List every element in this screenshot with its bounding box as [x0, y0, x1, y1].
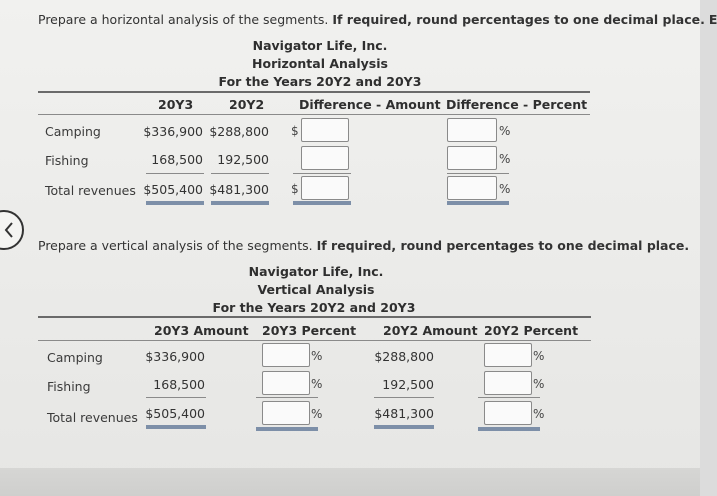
- fishing-20y2-percent-input[interactable]: [484, 371, 532, 395]
- total-difference-percent-input[interactable]: [447, 176, 497, 200]
- vertical-row-label: Fishing: [47, 379, 91, 394]
- percent-symbol: %: [311, 349, 323, 363]
- horizontal-fishing-20y2: 192,500: [217, 152, 269, 167]
- horizontal-col-20y2: 20Y2: [229, 97, 265, 112]
- total-double-rule-20y2: [211, 201, 269, 205]
- horizontal-col-diff-percent: Difference - Percent: [446, 97, 588, 112]
- camping-20y2-percent-input[interactable]: [484, 343, 532, 367]
- vertical-instruction-bold: If required, round percentages to one decimal place.: [316, 238, 690, 253]
- subtotal-rule-diff-percent: [447, 173, 509, 174]
- horizontal-row-label: Fishing: [45, 153, 89, 168]
- vertical-period: For the Years 20Y2 and 20Y3: [212, 300, 416, 315]
- horizontal-total-20y2: $481,300: [209, 182, 269, 197]
- percent-symbol: %: [533, 349, 545, 363]
- horizontal-total-20y3: $505,400: [143, 182, 203, 197]
- horizontal-instruction: [38, 12, 717, 27]
- subtotal-rule-20y2-amount: [374, 397, 434, 398]
- vertical-camping-20y3: $336,900: [145, 349, 205, 364]
- vertical-camping-20y2: $288,800: [374, 349, 434, 364]
- horizontal-fishing-20y3: 168,500: [151, 152, 203, 167]
- subtotal-rule-diff-amount: [293, 173, 351, 174]
- horizontal-instruction-bold: If required, round percentages to one decimal place.: [332, 12, 705, 27]
- vertical-title: Vertical Analysis: [257, 282, 375, 297]
- vertical-instruction: [38, 238, 689, 253]
- vertical-total-20y2: $481,300: [374, 406, 434, 421]
- fishing-difference-amount-input[interactable]: [301, 146, 349, 170]
- horizontal-col-20y3: 20Y3: [158, 97, 194, 112]
- percent-symbol: %: [533, 377, 545, 391]
- vertical-col-20y2-amount: 20Y2 Amount: [383, 323, 478, 338]
- currency-symbol: $: [291, 182, 299, 196]
- chevron-left-icon: [4, 222, 14, 238]
- camping-difference-percent-input[interactable]: [447, 118, 497, 142]
- subtotal-rule-20y3: [146, 173, 204, 174]
- horizontal-period: For the Years 20Y2 and 20Y3: [218, 74, 422, 89]
- horizontal-row-label: Total revenues: [45, 183, 136, 198]
- vertical-row-label: Camping: [47, 350, 103, 365]
- total-difference-amount-input[interactable]: [301, 176, 349, 200]
- percent-symbol: %: [533, 407, 545, 421]
- vertical-fishing-20y2: 192,500: [382, 377, 434, 392]
- vertical-company: Navigator Life, Inc.: [248, 264, 384, 279]
- horizontal-col-diff-amount: Difference - Amount: [299, 97, 441, 112]
- subtotal-rule-20y2: [211, 173, 269, 174]
- vertical-row-label: Total revenues: [47, 410, 138, 425]
- horizontal-company: Navigator Life, Inc.: [252, 38, 388, 53]
- total-double-rule-20y3: [146, 201, 204, 205]
- percent-symbol: %: [499, 182, 511, 196]
- percent-symbol: %: [499, 124, 511, 138]
- subtotal-rule-20y2-percent: [478, 397, 540, 398]
- horizontal-instruction-text: Prepare a horizontal analysis of the segments.: [38, 12, 329, 27]
- subtotal-rule-20y3-amount: [146, 397, 206, 398]
- percent-symbol: %: [311, 407, 323, 421]
- total-double-rule-20y3-amount: [146, 425, 206, 429]
- horizontal-title: Horizontal Analysis: [252, 56, 388, 71]
- vertical-fishing-20y3: 168,500: [153, 377, 205, 392]
- vertical-col-rule: [38, 340, 591, 341]
- total-double-rule-20y2-percent: [478, 427, 540, 431]
- vertical-col-20y3-amount: 20Y3 Amount: [154, 323, 249, 338]
- total-double-rule-20y3-percent: [256, 427, 318, 431]
- total-double-rule-diff-percent: [447, 201, 509, 205]
- vertical-total-20y3: $505,400: [145, 406, 205, 421]
- horizontal-header-rule: [38, 91, 590, 93]
- fishing-difference-percent-input[interactable]: [447, 146, 497, 170]
- bottom-edge: [0, 468, 700, 496]
- currency-symbol: $: [291, 124, 299, 138]
- vertical-header-rule: [38, 316, 591, 318]
- vertical-col-20y2-percent: 20Y2 Percent: [484, 323, 579, 338]
- horizontal-col-rule: [38, 114, 590, 115]
- camping-difference-amount-input[interactable]: [301, 118, 349, 142]
- total-double-rule-20y2-amount: [374, 425, 434, 429]
- vertical-col-20y3-percent: 20Y3 Percent: [262, 323, 357, 338]
- camping-20y3-percent-input[interactable]: [262, 343, 310, 367]
- total-double-rule-diff-amount: [293, 201, 351, 205]
- total-20y2-percent-input[interactable]: [484, 401, 532, 425]
- horizontal-camping-20y2: $288,800: [209, 124, 269, 139]
- back-button[interactable]: [0, 210, 24, 250]
- subtotal-rule-20y3-percent: [256, 397, 318, 398]
- percent-symbol: %: [499, 152, 511, 166]
- percent-symbol: %: [311, 377, 323, 391]
- vertical-instruction-text: Prepare a vertical analysis of the segments.: [38, 238, 313, 253]
- horizontal-camping-20y3: $336,900: [143, 124, 203, 139]
- horizontal-instruction-trunc: E: [708, 12, 717, 27]
- total-20y3-percent-input[interactable]: [262, 401, 310, 425]
- horizontal-row-label: Camping: [45, 124, 101, 139]
- fishing-20y3-percent-input[interactable]: [262, 371, 310, 395]
